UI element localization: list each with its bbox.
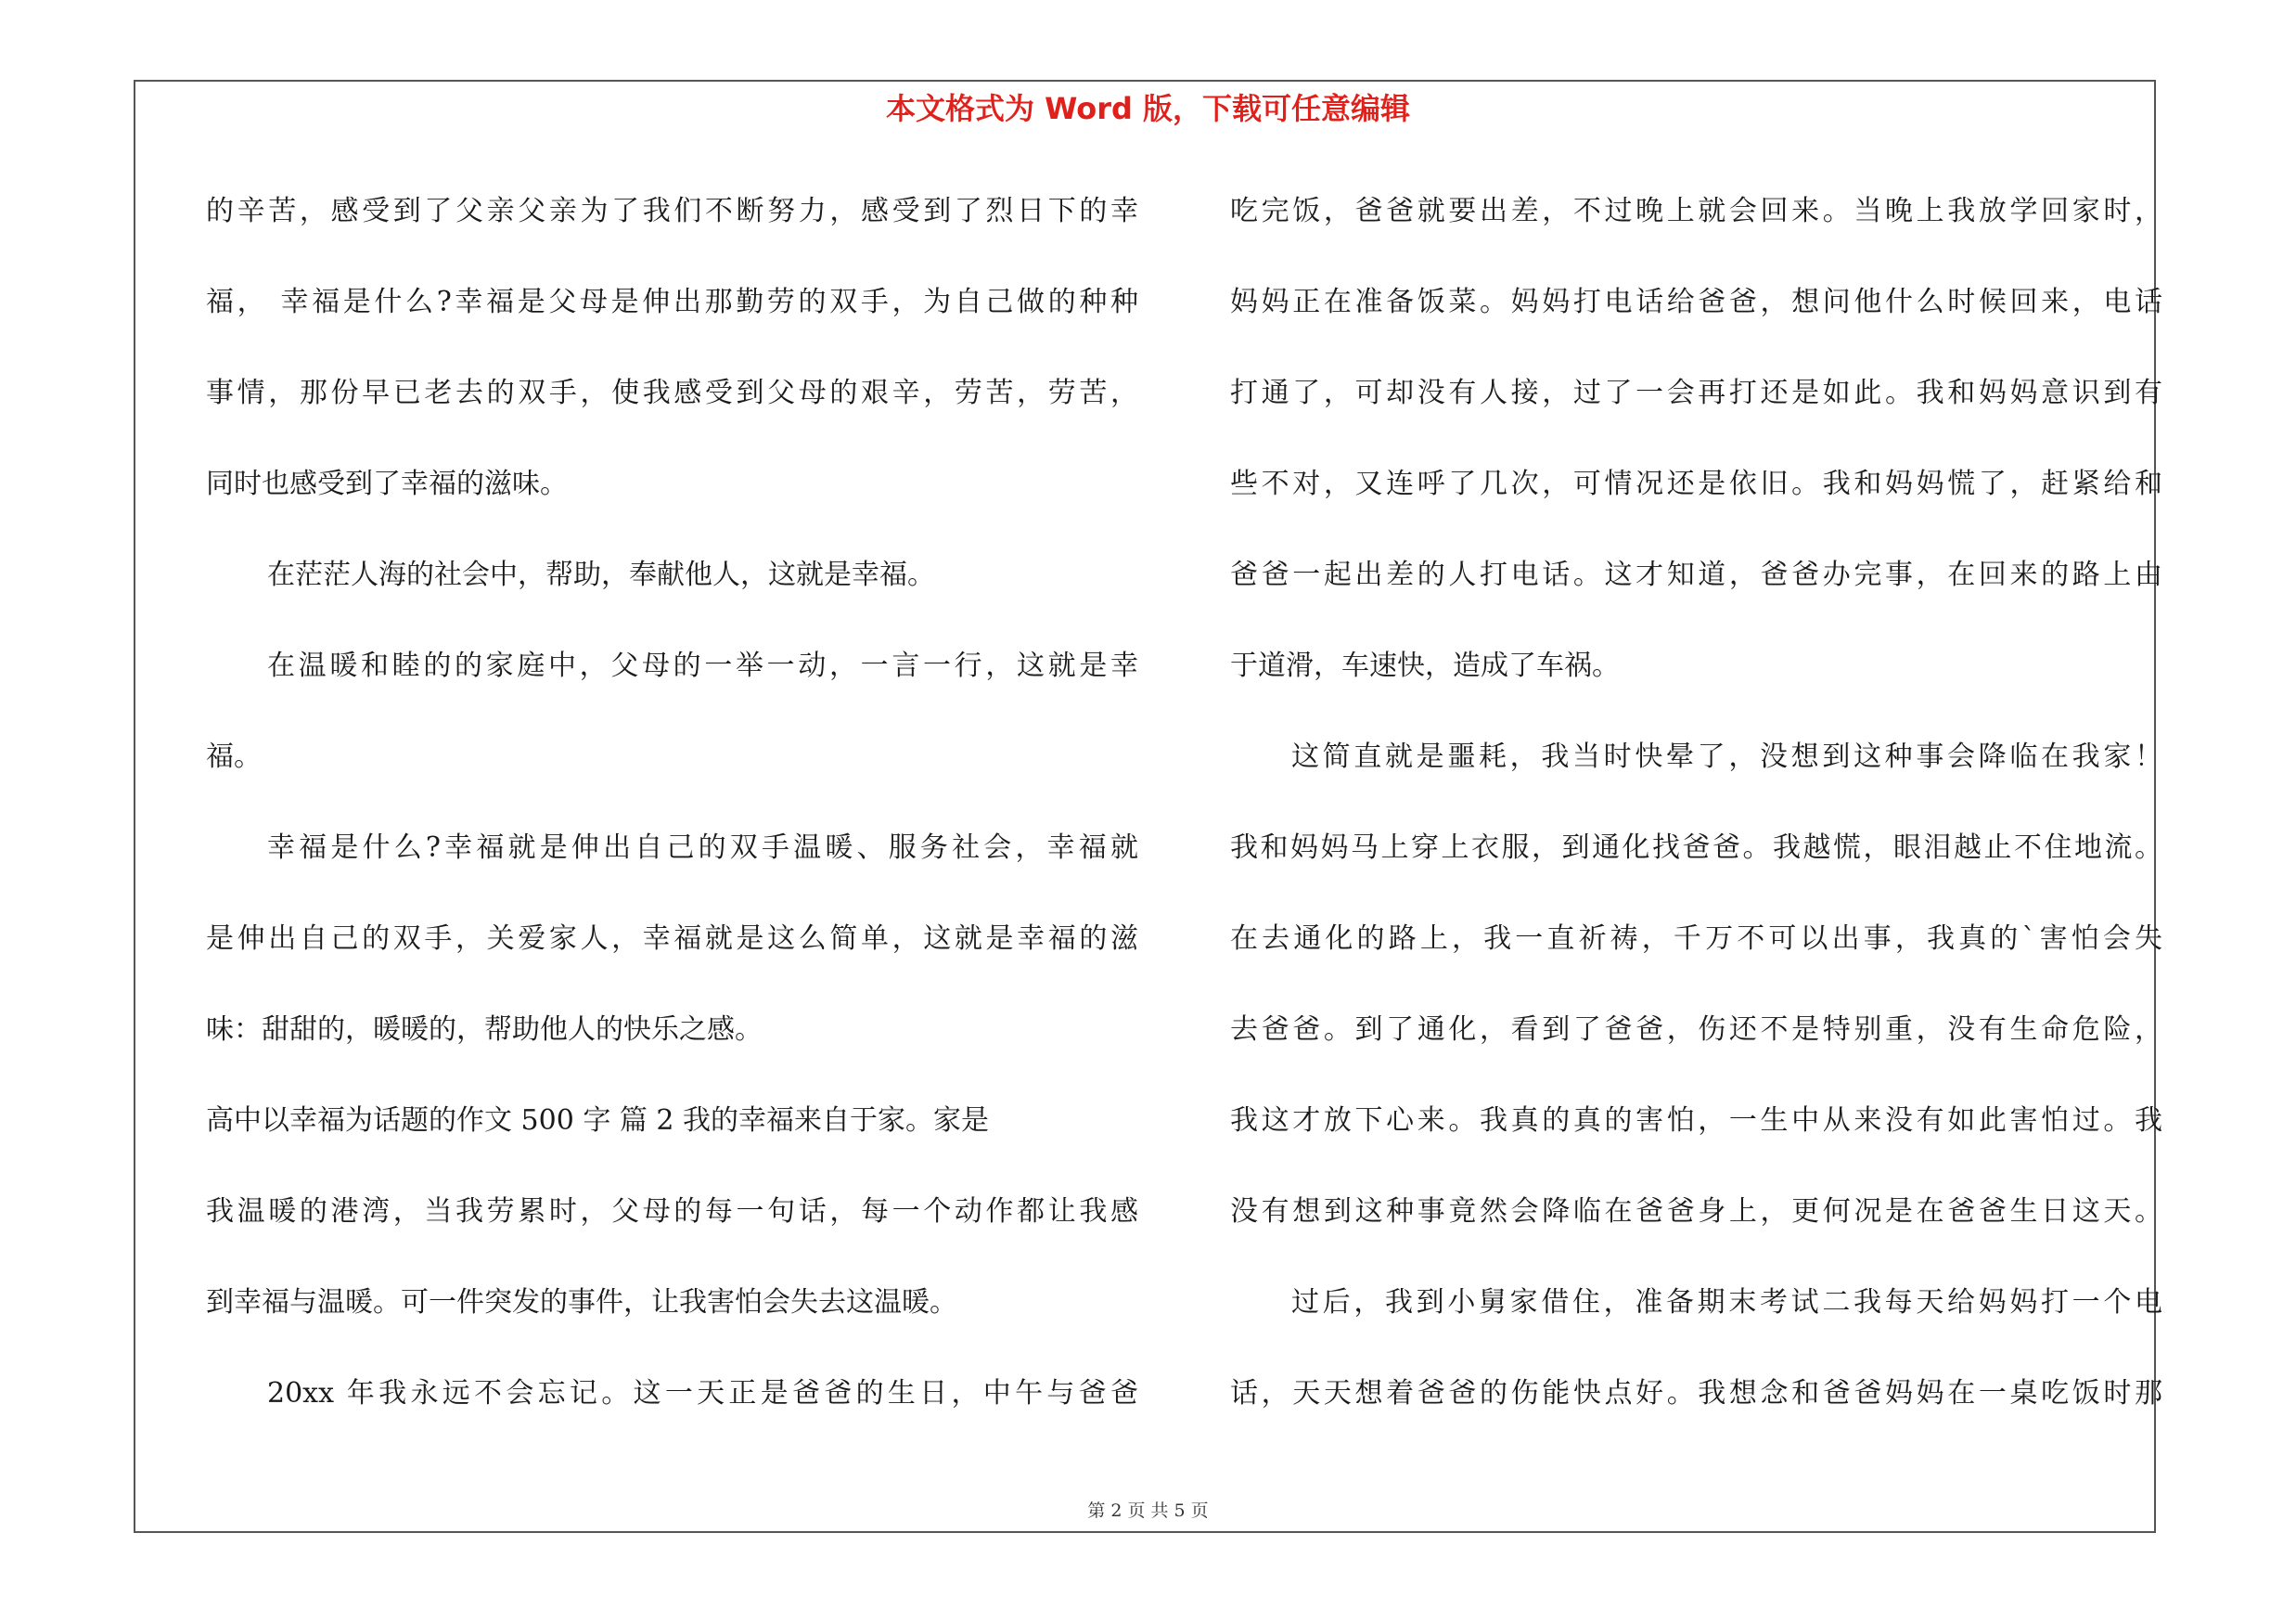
text-line: 话，天天想着爸爸的伤能快点好。我想念和爸爸妈妈在一桌吃饭时那 — [1230, 1377, 2162, 1410]
text-line: 在去通化的路上，我一直祈祷，千万不可以出事，我真的`害怕会失 — [1230, 922, 2162, 955]
text-line: 到幸福与温暖。可一件突发的事件，让我害怕会失去这温暖。 — [206, 1286, 957, 1319]
format-banner: 本文格式为 Word 版，下载可任意编辑 — [885, 91, 1411, 126]
text-line: 福。 — [206, 741, 262, 773]
text-line: 没有想到这种事竟然会降临在爸爸身上，更何况是在爸爸生日这天。 — [1230, 1195, 2162, 1228]
text-line: 吃完饭，爸爸就要出差，不过晚上就会回来。当晚上我放学回家时， — [1230, 195, 2162, 227]
text-line: 味：甜甜的，暖暖的，帮助他人的快乐之感。 — [206, 1013, 763, 1046]
text-line: 的辛苦，感受到了父亲父亲为了我们不断努力，感受到了烈日下的幸 — [206, 195, 1138, 227]
text-line: 同时也感受到了幸福的滋味。 — [206, 468, 568, 500]
text-line: 幸福是什么?幸福就是伸出自己的双手温暖、服务社会，幸福就 — [267, 831, 1138, 864]
text-line: 我这才放下心来。我真的真的害怕，一生中从来没有如此害怕过。我 — [1230, 1104, 2162, 1137]
text-line: 是伸出自己的双手，关爱家人，幸福就是这么简单，这就是幸福的滋 — [206, 922, 1138, 955]
text-line: 过后，我到小舅家借住，准备期末考试二我每天给妈妈打一个电 — [1291, 1286, 2162, 1319]
text-line: 事情，那份早已老去的双手，使我感受到父母的艰辛，劳苦，劳苦， — [206, 377, 1138, 409]
text-line: 打通了，可却没有人接，过了一会再打还是如此。我和妈妈意识到有 — [1230, 377, 2162, 409]
text-line: 些不对，又连呼了几次，可情况还是依旧。我和妈妈慌了，赶紧给和 — [1230, 468, 2162, 500]
text-line: 这简直就是噩耗，我当时快晕了，没想到这种事会降临在我家！ — [1291, 741, 2162, 773]
left-column — [206, 184, 1138, 1457]
section-heading-line: 高中以幸福为话题的作文 500 字 篇 2 我的幸福来自于家。家是 — [206, 1104, 990, 1137]
page-number: 第 2 页 共 5 页 — [1087, 1501, 1209, 1521]
text-line: 妈妈正在准备饭菜。妈妈打电话给爸爸，想问他什么时候回来，电话 — [1230, 286, 2162, 318]
text-line: 我温暖的港湾，当我劳累时，父母的每一句话，每一个动作都让我感 — [206, 1195, 1138, 1228]
text-line: 福， 幸福是什么?幸福是父母是伸出那勤劳的双手，为自己做的种种 — [206, 286, 1138, 318]
right-column — [1230, 184, 2162, 1457]
text-line: 去爸爸。到了通化，看到了爸爸，伤还不是特别重，没有生命危险， — [1230, 1013, 2162, 1046]
text-line: 爸爸一起出差的人打电话。这才知道，爸爸办完事，在回来的路上由 — [1230, 559, 2162, 591]
text-line: 我和妈妈马上穿上衣服，到通化找爸爸。我越慌，眼泪越止不住地流。 — [1230, 831, 2162, 864]
text-line: 20xx 年我永远不会忘记。这一天正是爸爸的生日，中午与爸爸 — [267, 1377, 1138, 1410]
text-line: 于道滑，车速快，造成了车祸。 — [1230, 650, 1620, 682]
text-line: 在茫茫人海的社会中，帮助，奉献他人，这就是幸福。 — [267, 559, 935, 591]
text-line: 在温暖和睦的的家庭中，父母的一举一动，一言一行，这就是幸 — [267, 650, 1138, 682]
